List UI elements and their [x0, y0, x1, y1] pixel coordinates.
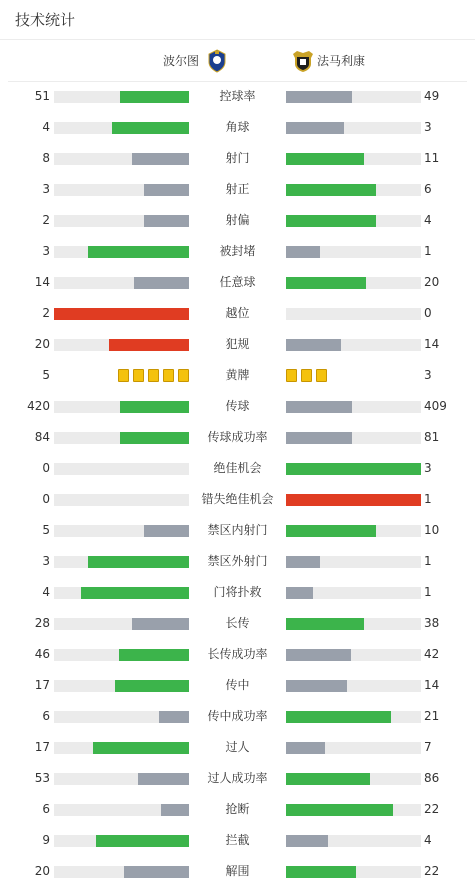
home-bar-track [54, 680, 189, 692]
away-bar [286, 587, 313, 599]
away-bar-track [286, 773, 421, 785]
home-bar [88, 556, 189, 568]
stat-row [0, 856, 475, 887]
stat-label: 禁区外射门 [207, 554, 268, 568]
home-bar-track [54, 649, 189, 661]
home-value: 51 [34, 89, 50, 103]
stat-label: 拦截 [225, 833, 250, 847]
away-bar [286, 711, 391, 723]
away-bar [286, 122, 344, 134]
yellow-card-icon [118, 369, 129, 382]
away-bar [286, 463, 421, 475]
home-value: 17 [34, 678, 50, 692]
yellow-card-icon [148, 369, 159, 382]
stat-row [0, 639, 475, 670]
home-bar [112, 122, 189, 134]
away-bar [286, 525, 376, 537]
away-bar-track [286, 432, 421, 444]
home-value: 20 [34, 864, 50, 878]
home-bar [88, 246, 189, 258]
home-team-name: 波尔图 [162, 54, 199, 68]
stat-row [0, 298, 475, 329]
home-team[interactable] [163, 49, 227, 73]
away-bar [286, 680, 347, 692]
home-value: 2 [42, 213, 50, 227]
stats-header [0, 0, 475, 40]
home-value: 420 [27, 399, 50, 413]
famalicao-crest-icon [291, 49, 311, 73]
away-value: 42 [424, 647, 440, 661]
home-bar [120, 91, 189, 103]
yellow-card-icon [178, 369, 189, 382]
yellow-card-icon [316, 369, 327, 382]
home-bar [81, 587, 189, 599]
stat-row [0, 422, 475, 453]
yellow-card-icon [301, 369, 312, 382]
stat-label: 被封堵 [219, 244, 256, 258]
home-value: 2 [42, 306, 50, 320]
away-bar-track [286, 525, 421, 537]
home-bar [134, 277, 189, 289]
away-bar [286, 432, 352, 444]
stat-row [0, 205, 475, 236]
away-value: 409 [424, 399, 447, 413]
home-bar [124, 866, 189, 878]
stat-label: 任意球 [219, 275, 256, 289]
away-bar [286, 618, 364, 630]
yellow-card-icon [286, 369, 297, 382]
away-bar [286, 401, 352, 413]
stat-label: 犯规 [225, 337, 250, 351]
home-bar-track [54, 153, 189, 165]
away-value: 1 [424, 244, 432, 258]
home-value: 84 [34, 430, 50, 444]
stats-list [0, 81, 475, 887]
stat-label: 射偏 [225, 213, 250, 227]
stat-label: 抢断 [225, 802, 250, 816]
away-value: 22 [424, 802, 440, 816]
home-yellow-cards [118, 369, 189, 382]
home-bar-track [54, 184, 189, 196]
home-bar-track [54, 91, 189, 103]
away-bar [286, 339, 341, 351]
home-value: 5 [42, 523, 50, 537]
away-bar-track [286, 804, 421, 816]
home-value: 4 [42, 120, 50, 134]
porto-crest-icon [207, 49, 227, 73]
away-bar [286, 277, 366, 289]
away-yellow-cards [286, 369, 327, 382]
stat-row [0, 484, 475, 515]
home-bar [159, 711, 189, 723]
home-bar [93, 742, 189, 754]
home-value: 28 [34, 616, 50, 630]
away-bar-track [286, 153, 421, 165]
away-bar [286, 91, 352, 103]
home-bar [144, 215, 189, 227]
away-bar [286, 649, 351, 661]
away-value: 38 [424, 616, 440, 630]
stat-label: 控球率 [219, 89, 256, 103]
away-bar [286, 804, 393, 816]
away-bar-track [286, 401, 421, 413]
home-bar-track [54, 866, 189, 878]
home-bar-track [54, 215, 189, 227]
stat-label: 传球成功率 [207, 430, 268, 444]
stat-row [0, 670, 475, 701]
away-value: 11 [424, 151, 440, 165]
stat-row [0, 236, 475, 267]
away-value: 20 [424, 275, 440, 289]
home-value: 4 [42, 585, 50, 599]
home-bar-track [54, 773, 189, 785]
away-value: 6 [424, 182, 432, 196]
away-team[interactable] [291, 49, 365, 73]
home-bar [132, 618, 189, 630]
stat-row [0, 143, 475, 174]
stat-row [0, 701, 475, 732]
stat-label: 黄牌 [225, 368, 250, 382]
stat-row [0, 267, 475, 298]
stat-label: 越位 [225, 306, 250, 320]
home-value: 9 [42, 833, 50, 847]
home-bar-track [54, 742, 189, 754]
home-value: 3 [42, 554, 50, 568]
away-value: 3 [424, 368, 432, 382]
home-bar [109, 339, 189, 351]
away-bar [286, 494, 421, 506]
home-bar-track [54, 246, 189, 258]
home-bar-track [54, 401, 189, 413]
stat-row [0, 453, 475, 484]
stat-label: 传球 [225, 399, 250, 413]
home-bar [132, 153, 189, 165]
home-value: 0 [42, 492, 50, 506]
home-value: 3 [42, 244, 50, 258]
stat-row [0, 732, 475, 763]
away-bar [286, 556, 320, 568]
stat-row [0, 608, 475, 639]
home-value: 6 [42, 709, 50, 723]
stat-label: 门将扑救 [213, 585, 262, 599]
away-value: 1 [424, 554, 432, 568]
away-bar-track [286, 649, 421, 661]
stat-row [0, 174, 475, 205]
stat-label: 错失绝佳机会 [201, 492, 274, 506]
away-bar-track [286, 184, 421, 196]
home-bar-track [54, 339, 189, 351]
away-bar [286, 835, 328, 847]
home-bar-track [54, 587, 189, 599]
away-value: 3 [424, 120, 432, 134]
away-value: 4 [424, 213, 432, 227]
home-bar-track [54, 277, 189, 289]
away-bar [286, 215, 376, 227]
away-value: 3 [424, 461, 432, 475]
away-bar-track [286, 339, 421, 351]
home-value: 20 [34, 337, 50, 351]
away-team-name: 法马利康 [317, 54, 366, 68]
stat-label: 长传 [225, 616, 250, 630]
home-bar-track [54, 618, 189, 630]
away-value: 81 [424, 430, 440, 444]
away-bar-track [286, 91, 421, 103]
home-bar-track [54, 556, 189, 568]
page-title: 技术统计 [15, 11, 76, 29]
home-bar [119, 649, 189, 661]
away-bar-track [286, 463, 421, 475]
stat-label: 禁区内射门 [207, 523, 268, 537]
away-bar [286, 773, 370, 785]
home-bar-track [54, 835, 189, 847]
home-bar [161, 804, 189, 816]
away-bar-track [286, 711, 421, 723]
away-bar-track [286, 277, 421, 289]
stat-label: 长传成功率 [207, 647, 268, 661]
home-value: 14 [34, 275, 50, 289]
stat-row [0, 329, 475, 360]
away-bar-track [286, 866, 421, 878]
stat-label: 过人 [225, 740, 250, 754]
away-bar-track [286, 587, 421, 599]
away-bar [286, 184, 376, 196]
stat-label: 射正 [225, 182, 250, 196]
away-bar-track [286, 556, 421, 568]
stat-row [0, 515, 475, 546]
stat-label: 射门 [225, 151, 250, 165]
away-bar [286, 866, 356, 878]
home-bar-track [54, 525, 189, 537]
away-bar-track [286, 742, 421, 754]
home-bar [120, 401, 189, 413]
away-bar [286, 153, 364, 165]
teams-row [8, 40, 467, 82]
away-bar-track [286, 618, 421, 630]
home-value: 6 [42, 802, 50, 816]
away-value: 4 [424, 833, 432, 847]
away-bar [286, 742, 325, 754]
home-bar [54, 308, 189, 320]
away-value: 22 [424, 864, 440, 878]
away-bar-track [286, 835, 421, 847]
away-value: 86 [424, 771, 440, 785]
stat-label: 传中 [225, 678, 250, 692]
away-value: 1 [424, 492, 432, 506]
away-bar-track [286, 680, 421, 692]
home-value: 17 [34, 740, 50, 754]
home-value: 46 [34, 647, 50, 661]
home-value: 0 [42, 461, 50, 475]
yellow-card-icon [163, 369, 174, 382]
away-bar-track [286, 215, 421, 227]
away-value: 49 [424, 89, 440, 103]
away-value: 21 [424, 709, 440, 723]
away-value: 7 [424, 740, 432, 754]
away-value: 1 [424, 585, 432, 599]
stat-row [0, 112, 475, 143]
away-bar-track [286, 246, 421, 258]
away-bar-track [286, 494, 421, 506]
home-value: 3 [42, 182, 50, 196]
stat-label: 传中成功率 [207, 709, 268, 723]
home-bar-track [54, 711, 189, 723]
home-bar-track [54, 122, 189, 134]
home-bar [96, 835, 189, 847]
home-bar [115, 680, 189, 692]
stat-label: 过人成功率 [207, 771, 268, 785]
away-bar-track [286, 122, 421, 134]
home-bar [144, 184, 189, 196]
away-value: 10 [424, 523, 440, 537]
home-bar-track [54, 432, 189, 444]
home-bar [138, 773, 189, 785]
stat-row [0, 794, 475, 825]
stat-row [0, 360, 475, 391]
stat-row [0, 546, 475, 577]
away-value: 0 [424, 306, 432, 320]
home-value: 5 [42, 368, 50, 382]
yellow-card-icon [133, 369, 144, 382]
home-value: 8 [42, 151, 50, 165]
home-bar-track [54, 494, 189, 506]
home-bar [144, 525, 189, 537]
away-bar [286, 246, 320, 258]
stat-row [0, 391, 475, 422]
home-bar-track [54, 308, 189, 320]
home-bar [120, 432, 189, 444]
home-bar-track [54, 804, 189, 816]
stat-row [0, 825, 475, 856]
stat-label: 解围 [225, 864, 250, 878]
away-bar-track [286, 308, 421, 320]
stat-label: 角球 [225, 120, 250, 134]
home-value: 53 [34, 771, 50, 785]
stat-row [0, 81, 475, 112]
away-value: 14 [424, 678, 440, 692]
stat-row [0, 577, 475, 608]
away-value: 14 [424, 337, 440, 351]
stat-label: 绝佳机会 [213, 461, 262, 475]
home-bar-track [54, 463, 189, 475]
stat-row [0, 763, 475, 794]
